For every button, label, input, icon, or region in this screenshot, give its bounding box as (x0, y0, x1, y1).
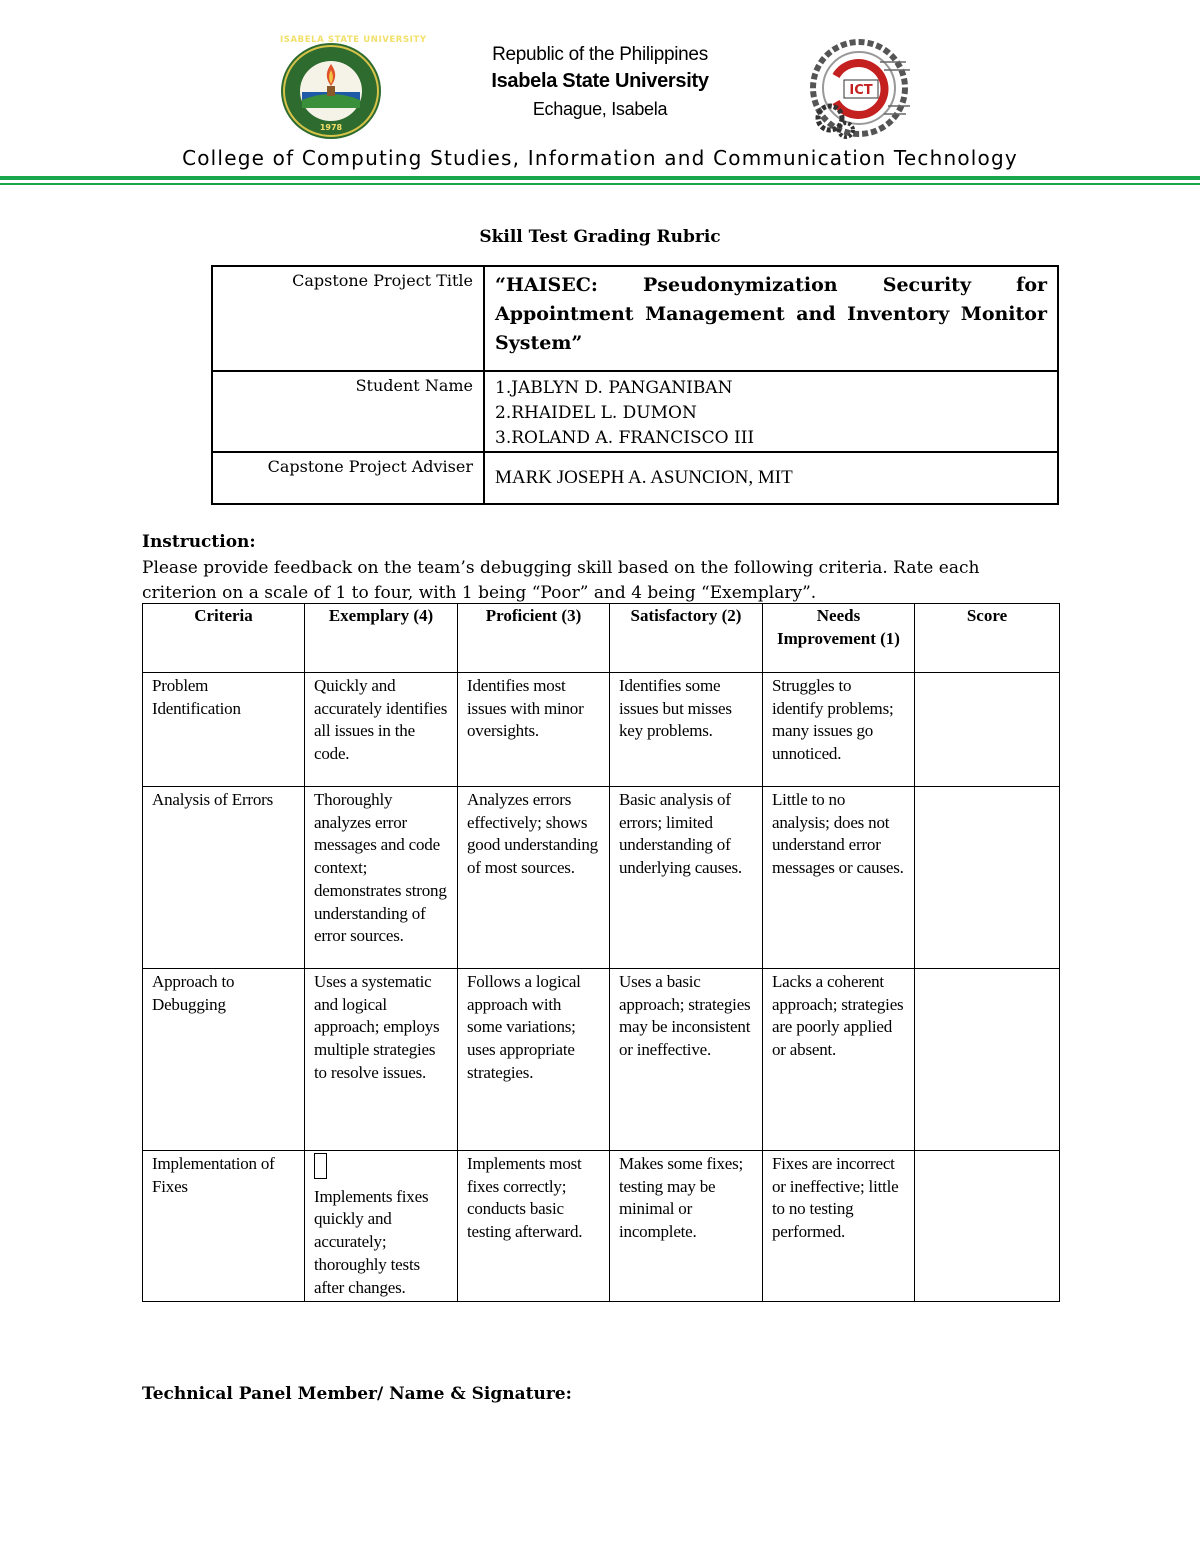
college-name: College of Computing Studies, Information and Communication Technology (182, 146, 1018, 170)
criteria-cell: Approach to Debugging (143, 969, 305, 1151)
header-rule-thin (0, 183, 1200, 185)
rubric-title: Skill Test Grading Rubric (479, 227, 721, 247)
project-info-table (211, 265, 1059, 505)
exemplary-cell: Implements fixes quickly and accurately; thoroughly tests after changes. (314, 1186, 429, 1297)
satisfactory-cell: Basic analysis of errors; limited understanding of underlying causes. (610, 787, 763, 969)
ccsict-logo-text: ICT (849, 83, 873, 98)
table-row (143, 673, 1060, 787)
exemplary-cell: Thoroughly analyzes error messages and code context; demonstrates strong understanding of error sources. (305, 787, 458, 969)
table-row (143, 969, 1060, 1151)
student-name: 3.ROLAND A. FRANCISCO III (495, 428, 755, 448)
proficient-cell: Analyzes errors effectively; shows good understanding of most sources. (458, 787, 610, 969)
header-criteria: Criteria (143, 604, 305, 673)
score-cell[interactable] (915, 969, 1060, 1151)
criteria-cell: Implementation of Fixes (143, 1151, 305, 1302)
project-title-value: “HAISEC: Pseudonymization Security for Appointment Management and Inventory Monitor System” (495, 274, 1047, 354)
table-row (143, 787, 1060, 969)
score-cell[interactable] (915, 1151, 1060, 1302)
isu-seal-year: 1978 (319, 123, 343, 132)
isu-seal-text: ISABELA STATE UNIVERSITY (280, 35, 427, 45)
student-name-label: Student Name (212, 371, 484, 452)
project-title-label: Capstone Project Title (212, 266, 484, 371)
adviser-label: Capstone Project Adviser (212, 452, 484, 504)
student-name: 1.JABLYN D. PANGANIBAN (495, 378, 733, 398)
needs-improvement-cell: Fixes are incorrect or ineffective; little to no testing performed. (763, 1151, 915, 1302)
header-exemplary: Exemplary (4) (305, 604, 458, 673)
rubric-table (142, 603, 1060, 1302)
university-location: Echague, Isabela (532, 99, 668, 119)
header-proficient: Proficient (3) (458, 604, 610, 673)
panel-signature-label: Technical Panel Member/ Name & Signature: (142, 1384, 572, 1404)
satisfactory-cell: Makes some fixes; testing may be minimal or incomplete. (610, 1151, 763, 1302)
header-needs-improvement: Needs Improvement (1) (763, 604, 915, 673)
satisfactory-cell: Identifies some issues but misses key problems. (610, 673, 763, 787)
exemplary-cell: Uses a systematic and logical approach; employs multiple strategies to resolve issues. (305, 969, 458, 1151)
header-score: Score (915, 604, 1060, 673)
criteria-cell: Analysis of Errors (143, 787, 305, 969)
header-satisfactory: Satisfactory (2) (610, 604, 763, 673)
needs-improvement-cell: Little to no analysis; does not understand error messages or causes. (763, 787, 915, 969)
rubric-header-row (143, 604, 1060, 673)
student-name: 2.RHAIDEL L. DUMON (495, 403, 697, 423)
proficient-cell: Follows a logical approach with some variations; uses appropriate strategies. (458, 969, 610, 1151)
proficient-cell: Identifies most issues with minor oversights. (458, 673, 610, 787)
criteria-cell: Problem Identification (143, 673, 305, 787)
needs-improvement-cell: Struggles to identify problems; many issues go unnoticed. (763, 673, 915, 787)
proficient-cell: Implements most fixes correctly; conducts basic testing afterward. (458, 1151, 610, 1302)
placeholder-box-icon (314, 1153, 327, 1179)
republic-text: Republic of the Philippines (492, 44, 708, 65)
exemplary-cell: Quickly and accurately identifies all issues in the code. (305, 673, 458, 787)
adviser-value: MARK JOSEPH A. ASUNCION, MIT (495, 467, 793, 488)
university-name: Isabela State University (491, 70, 709, 92)
header-rule-thick (0, 176, 1200, 180)
score-cell[interactable] (915, 673, 1060, 787)
instruction-text: Please provide feedback on the team’s debugging skill based on the following criteria. Rate each criterion on a scale of 1 to four, with 1 being “Poor” and 4 being “Exemplary”. (142, 558, 980, 603)
instruction-heading: Instruction: (142, 532, 256, 552)
needs-improvement-cell: Lacks a coherent approach; strategies are poorly applied or absent. (763, 969, 915, 1151)
table-row (143, 1151, 1060, 1302)
score-cell[interactable] (915, 787, 1060, 969)
satisfactory-cell: Uses a basic approach; strategies may be inconsistent or ineffective. (610, 969, 763, 1151)
